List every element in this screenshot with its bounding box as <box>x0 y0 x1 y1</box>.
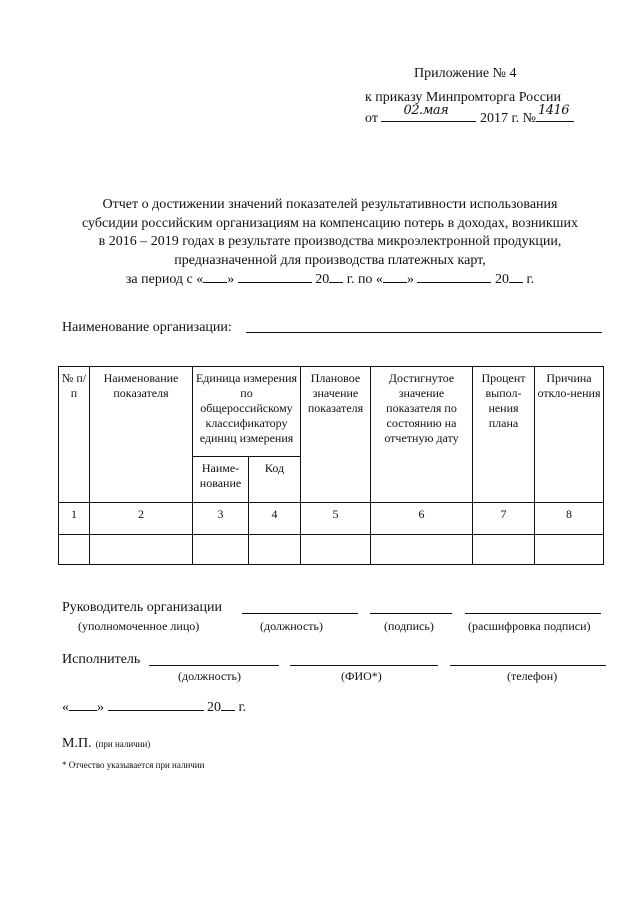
period-day-to[interactable] <box>383 270 407 283</box>
head-signature-caption: (подпись) <box>384 619 434 633</box>
footnote: * Отчество указывается при наличии <box>62 760 205 770</box>
executor-position-field[interactable] <box>149 665 279 666</box>
col-number-8: 8 <box>535 503 604 535</box>
header-unit-name: Наиме-нование <box>193 457 249 503</box>
stamp-line <box>62 734 150 752</box>
date-close-quote: » <box>97 700 104 715</box>
appendix-number: Приложение № 4 <box>414 66 517 81</box>
date-day-field[interactable] <box>69 698 97 711</box>
data-cell[interactable] <box>193 535 249 565</box>
period-year-to[interactable] <box>509 270 523 283</box>
organization-name-field[interactable] <box>246 332 602 333</box>
data-cell[interactable] <box>90 535 193 565</box>
executor-fio-caption: (ФИО*) <box>341 669 382 683</box>
report-table <box>58 366 604 565</box>
sign-date <box>62 698 246 716</box>
stamp-label: М.П. <box>62 736 92 751</box>
col-number-3: 3 <box>193 503 249 535</box>
data-cell[interactable] <box>473 535 535 565</box>
executor-fio-field[interactable] <box>290 665 438 666</box>
period-month-from[interactable] <box>238 270 312 283</box>
period-day-from[interactable] <box>203 270 227 283</box>
data-cell[interactable] <box>535 535 604 565</box>
period-year-from[interactable] <box>329 270 343 283</box>
order-date-prefix: от <box>365 111 378 126</box>
head-position-field[interactable] <box>242 613 358 614</box>
period-month-to[interactable] <box>417 270 491 283</box>
col-number-2: 2 <box>90 503 193 535</box>
order-date-line <box>365 103 574 127</box>
report-period <box>60 270 600 290</box>
title-line-1: Отчет о достижении значений показателей результативности использования <box>102 197 558 212</box>
date-month-field[interactable] <box>108 698 204 711</box>
head-decoding-caption: (расшифровка подписи) <box>468 619 591 633</box>
executor-phone-field[interactable] <box>450 665 606 666</box>
data-cell[interactable] <box>59 535 90 565</box>
header-planned: Плановое значение показателя <box>301 367 371 503</box>
data-cell[interactable] <box>249 535 301 565</box>
period-year-2: 20 <box>494 272 509 287</box>
date-year-field[interactable] <box>221 698 235 711</box>
period-prefix: за период с « <box>125 272 204 287</box>
header-num: № п/п <box>59 367 90 503</box>
order-date-field <box>381 103 476 122</box>
header-percent: Процент выпол-нения плана <box>473 367 535 503</box>
period-to: г. по « <box>346 272 383 287</box>
title-line-2: субсидии российским организациям на компенсацию потерь в доходах, возникших <box>82 215 578 231</box>
report-title <box>60 196 600 290</box>
date-year-prefix: 20 <box>207 700 221 715</box>
head-sublabel: (уполномоченное лицо) <box>78 619 200 633</box>
col-number-5: 5 <box>301 503 371 535</box>
order-reference: к приказу Минпромторга России <box>365 90 561 105</box>
header-unit-code: Код <box>249 457 301 503</box>
col-number-1: 1 <box>59 503 90 535</box>
col-number-4: 4 <box>249 503 301 535</box>
data-cell[interactable] <box>301 535 371 565</box>
order-number-handwriting: 1416 <box>537 103 570 118</box>
title-line-4: предназначенной для производства платежных карт, <box>174 252 486 268</box>
head-label: Руководитель организации <box>62 600 222 615</box>
data-cell[interactable] <box>371 535 473 565</box>
col-number-7: 7 <box>473 503 535 535</box>
order-year: 2017 г. № <box>479 111 536 126</box>
executor-position-caption: (должность) <box>178 669 241 683</box>
col-number-6: 6 <box>371 503 473 535</box>
stamp-note: (при наличии) <box>95 739 151 749</box>
organization-label: Наименование организации: <box>62 320 232 335</box>
header-achieved: Достигнутое значение показателя по состоянию на отчетную дату <box>371 367 473 503</box>
table-row <box>59 535 604 565</box>
head-position-caption: (должность) <box>260 619 323 633</box>
period-year-1: 20 <box>315 272 330 287</box>
period-quote-1: » <box>227 272 235 287</box>
date-end: г. <box>238 700 247 715</box>
header-reason: Причина откло-нения <box>535 367 604 503</box>
order-number-field <box>536 103 574 122</box>
date-open-quote: « <box>62 700 69 715</box>
header-unit: Единица измерения по общероссийскому классификатору единиц измерения <box>193 367 301 457</box>
period-end: г. <box>526 272 535 287</box>
order-date-handwriting: 02.мая <box>403 103 449 118</box>
period-quote-2: » <box>406 272 414 287</box>
head-signature-field[interactable] <box>370 613 452 614</box>
executor-phone-caption: (телефон) <box>507 669 558 683</box>
title-line-3: в 2016 – 2019 годах в результате производства микроэлектронной продукции, <box>98 234 562 249</box>
header-name: Наименование показателя <box>90 367 193 503</box>
head-decoding-field[interactable] <box>465 613 601 614</box>
executor-label: Исполнитель <box>62 652 141 667</box>
